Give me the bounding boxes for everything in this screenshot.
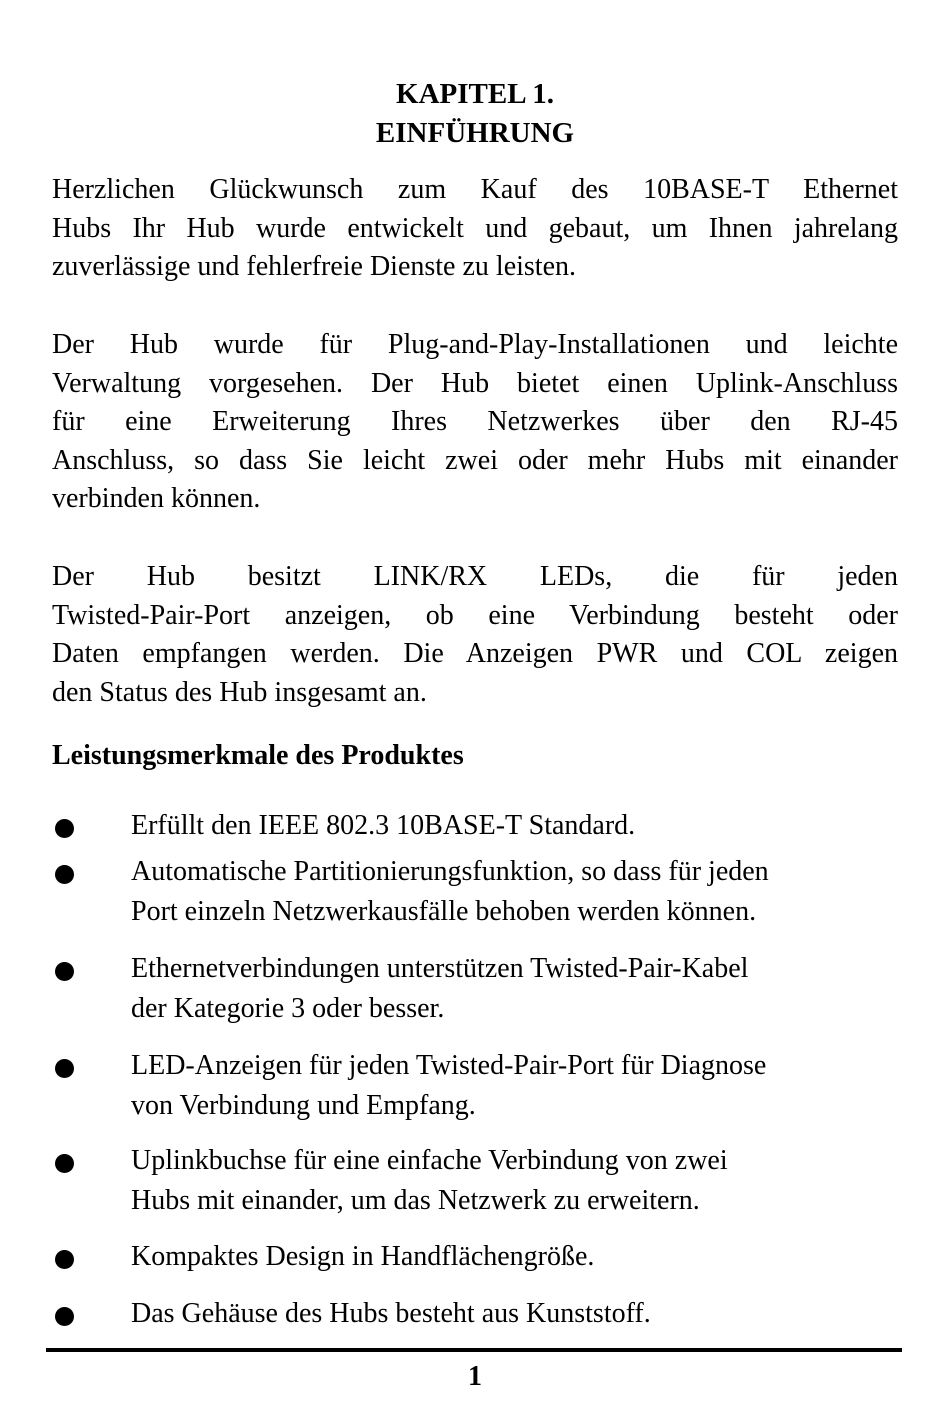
page-number: 1 xyxy=(468,1361,482,1392)
list-item-text: der Kategorie 3 oder besser. xyxy=(131,993,445,1024)
bullet-icon xyxy=(55,865,74,884)
paragraph-line: Anschluss, so dass Sie leicht zwei oder mehr Hubs mit einander xyxy=(52,444,898,476)
bullet-icon xyxy=(55,819,74,838)
features-heading: Leistungsmerkmale des Produktes xyxy=(52,740,464,771)
list-item-text: Port einzeln Netzwerkausfälle behoben werden können. xyxy=(131,896,757,927)
bullet-icon xyxy=(55,1307,74,1326)
paragraph-line: verbinden können. xyxy=(52,483,261,514)
list-item-text: von Verbindung und Empfang. xyxy=(131,1090,476,1121)
paragraph-line: Hubs Ihr Hub wurde entwickelt und gebaut, um Ihnen jahrelang xyxy=(52,212,898,244)
bullet-icon xyxy=(55,1154,74,1173)
list-item-text: Uplinkbuchse für eine einfache Verbindung von zwei xyxy=(131,1145,728,1176)
paragraph-line: Der Hub wurde für Plug-and-Play-Installationen und leichte xyxy=(52,329,898,360)
list-item-text: Das Gehäuse des Hubs besteht aus Kunststoff. xyxy=(131,1298,651,1329)
paragraph-line: für eine Erweiterung Ihres Netzwerkes über den RJ-45 xyxy=(52,406,898,437)
list-item-text: Hubs mit einander, um das Netzwerk zu erweitern. xyxy=(131,1185,700,1216)
paragraph-line: Twisted-Pair-Port anzeigen, ob eine Verbindung besteht oder xyxy=(52,599,898,631)
list-item-text: Kompaktes Design in Handflächengröße. xyxy=(131,1241,595,1272)
bullet-icon xyxy=(55,1250,74,1269)
paragraph-line: Herzlichen Glückwunsch zum Kauf des 10BASE-T Ethernet xyxy=(52,174,898,205)
paragraph-line: Verwaltung vorgesehen. Der Hub bietet einen Uplink-Anschluss xyxy=(52,367,898,399)
list-item-text: Ethernetverbindungen unterstützen Twisted-Pair-Kabel xyxy=(131,953,749,984)
paragraph-line: Daten empfangen werden. Die Anzeigen PWR und COL zeigen xyxy=(52,638,898,669)
chapter-title: EINFÜHRUNG xyxy=(375,117,575,149)
led-paragraph xyxy=(52,558,898,712)
chapter-number: KAPITEL 1. xyxy=(396,78,554,110)
bullet-icon xyxy=(55,962,74,981)
paragraph-line: den Status des Hub insgesamt an. xyxy=(52,676,427,708)
paragraph-line: Der Hub besitzt LINK/RX LEDs, die für jeden xyxy=(52,561,898,592)
list-item-text: LED-Anzeigen für jeden Twisted-Pair-Port für Diagnose xyxy=(131,1050,767,1081)
footer-divider xyxy=(46,1348,902,1352)
intro-paragraph xyxy=(52,171,898,287)
list-item-text: Erfüllt den IEEE 802.3 10BASE-T Standard. xyxy=(131,810,636,841)
bullet-icon xyxy=(55,1059,74,1078)
installation-paragraph xyxy=(52,326,898,519)
list-item-text: Automatische Partitionierungsfunktion, so dass für jeden xyxy=(131,856,769,887)
paragraph-line: zuverlässige und fehlerfreie Dienste zu leisten. xyxy=(52,251,577,282)
